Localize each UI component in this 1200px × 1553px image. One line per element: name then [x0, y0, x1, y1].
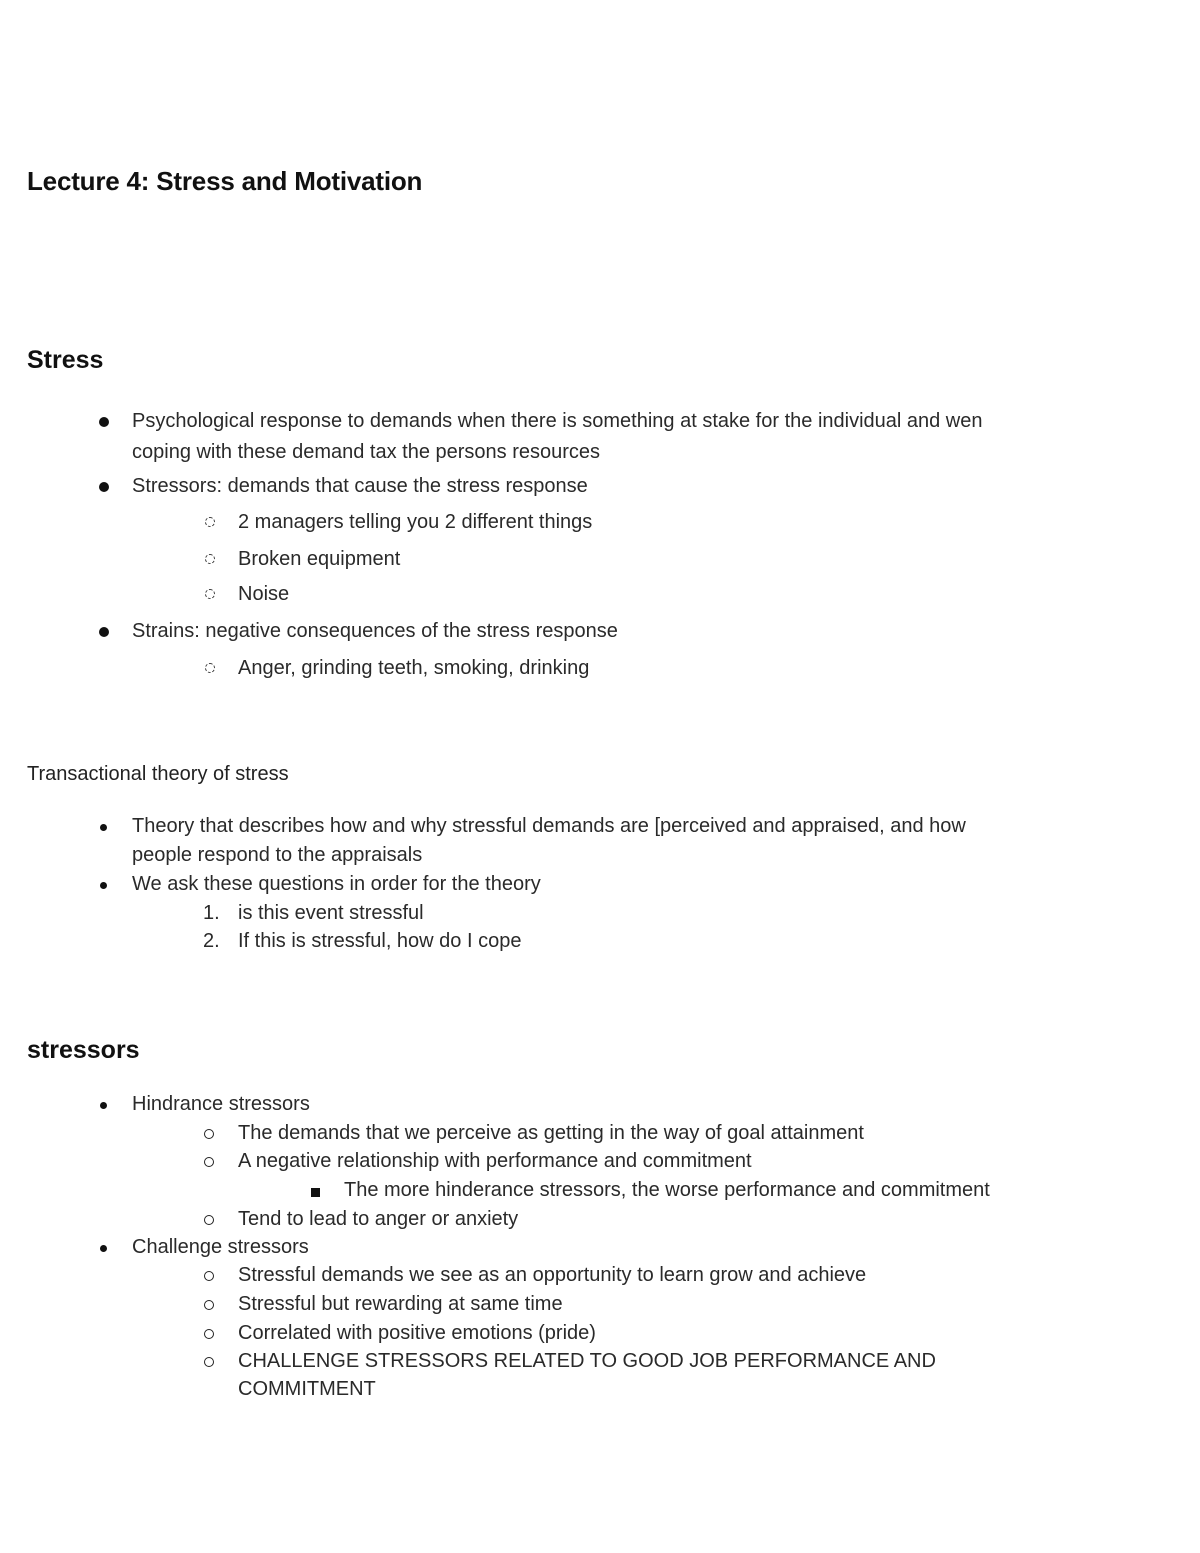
section-heading-transactional: Transactional theory of stress	[27, 763, 289, 785]
bullet-circle-icon	[204, 1329, 214, 1339]
sub-list-item-continuation: COMMITMENT	[238, 1378, 376, 1400]
page-title: Lecture 4: Stress and Motivation	[27, 166, 423, 196]
bullet-circle-icon	[204, 1300, 214, 1310]
bullet-disc-icon	[100, 824, 107, 831]
bullet-disc-icon	[100, 882, 107, 889]
bullet-circle-icon	[204, 1157, 214, 1167]
bullet-disc-icon	[100, 1245, 107, 1252]
bullet-circle-icon	[204, 1129, 214, 1139]
bullet-disc-icon	[100, 1102, 107, 1109]
list-item-continuation: coping with these demand tax the persons resources	[132, 441, 601, 463]
bullet-circle-icon	[204, 1357, 214, 1367]
sub-list-item: The demands that we perceive as getting in the way of goal attainment	[238, 1122, 864, 1144]
sub-list-item: Tend to lead to anger or anxiety	[238, 1208, 519, 1230]
bullet-disc-icon	[99, 417, 109, 427]
bullet-circle-icon	[205, 554, 215, 564]
sub-list-item: Anger, grinding teeth, smoking, drinking	[238, 657, 590, 679]
bullet-disc-icon	[99, 482, 109, 492]
bullet-circle-icon	[205, 517, 215, 527]
sub-list-item: Broken equipment	[238, 548, 401, 570]
sub-list-item: Stressful but rewarding at same time	[238, 1293, 563, 1315]
sub-sub-list-item: The more hinderance stressors, the worse performance and commitment	[344, 1179, 990, 1201]
bullet-circle-icon	[205, 663, 215, 673]
bullet-circle-icon	[204, 1271, 214, 1281]
bullet-disc-icon	[99, 627, 109, 637]
sub-list-item: Stressful demands we see as an opportunity to learn grow and achieve	[238, 1264, 867, 1286]
numbered-item: If this is stressful, how do I cope	[238, 930, 522, 952]
sub-list-item: A negative relationship with performance and commitment	[238, 1150, 752, 1172]
list-item: Strains: negative consequences of the stress response	[132, 620, 618, 642]
section-heading-stressors: stressors	[27, 1036, 140, 1064]
bullet-square-icon	[311, 1188, 320, 1197]
list-item: Psychological response to demands when there is something at stake for the individual and wen	[132, 410, 983, 432]
bullet-circle-icon	[205, 589, 215, 599]
list-item: Hindrance stressors	[132, 1093, 310, 1115]
list-item-continuation: people respond to the appraisals	[132, 844, 423, 866]
list-item: Theory that describes how and why stressful demands are [perceived and appraised, and how	[132, 815, 966, 837]
numbered-item: is this event stressful	[238, 902, 424, 924]
section-heading-stress: Stress	[27, 346, 104, 374]
sub-list-item: Correlated with positive emotions (pride)	[238, 1322, 596, 1344]
bullet-circle-icon	[204, 1215, 214, 1225]
sub-list-item: Noise	[238, 583, 290, 605]
sub-list-item: CHALLENGE STRESSORS RELATED TO GOOD JOB PERFORMANCE AND	[238, 1350, 936, 1372]
list-item: We ask these questions in order for the theory	[132, 873, 541, 895]
list-number: 2.	[203, 930, 220, 952]
list-number: 1.	[203, 902, 220, 924]
list-item: Challenge stressors	[132, 1236, 309, 1258]
list-item: Stressors: demands that cause the stress response	[132, 475, 588, 497]
sub-list-item: 2 managers telling you 2 different things	[238, 511, 593, 533]
